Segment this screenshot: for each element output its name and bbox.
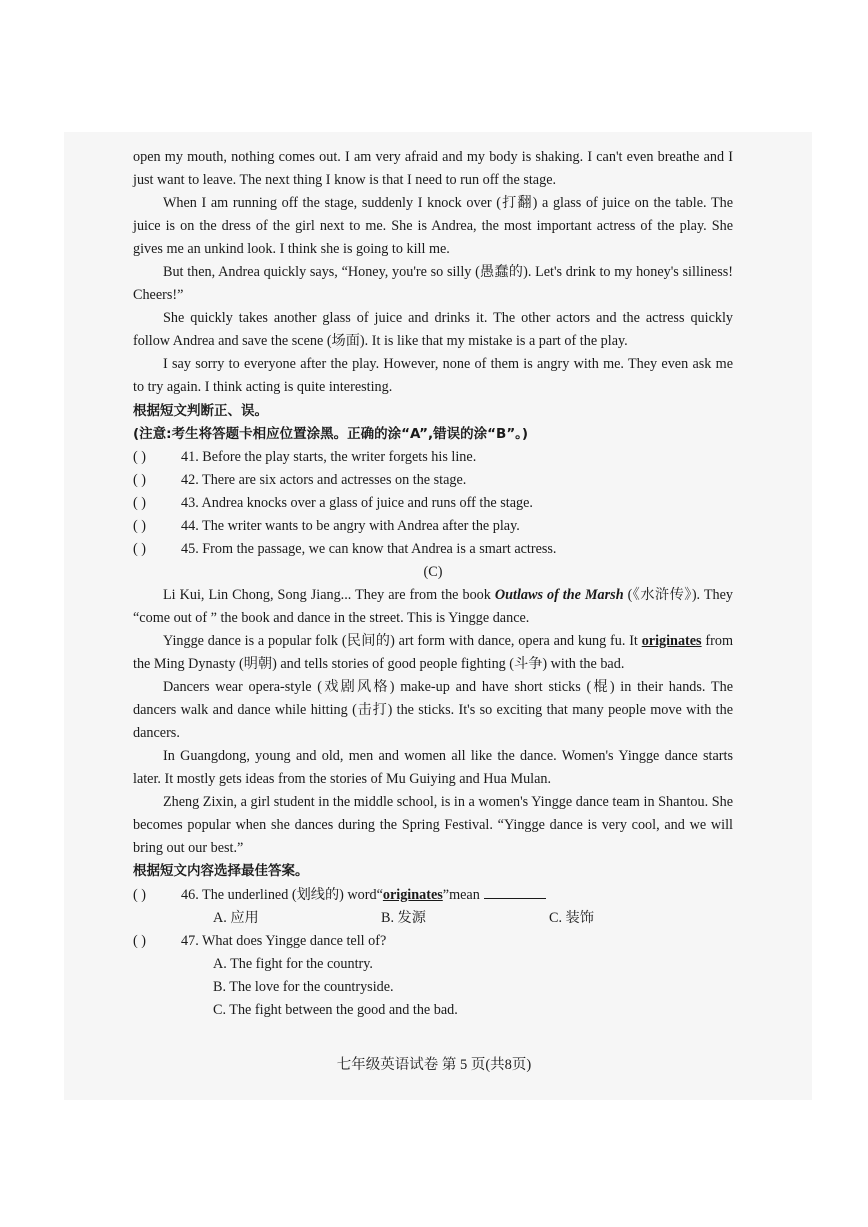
passage-c-paragraph: Dancers wear opera-style (戏剧风格) make-up and have short sticks (棍) in their hands. The dancers walk and dance while hitting (击打) the sticks. It's so exciting that many people move with the dancers. (133, 679, 733, 742)
answer-parentheses[interactable]: ( ) (133, 886, 146, 903)
text-fragment: Yingge dance is a popular folk (民间的) art form with dance, opera and kung fu. It (163, 632, 642, 649)
answer-parentheses[interactable]: ( ) (133, 471, 146, 488)
answer-blank[interactable] (484, 886, 546, 899)
page-footer: 七年级英语试卷 第 5 页(共8页) (336, 1057, 532, 1073)
question-text: 45. From the passage, we can know that Andrea is a smart actress. (181, 540, 557, 557)
passage-c-paragraph: Zheng Zixin, a girl student in the middle school, is in a women's Yingge dance team in Shantou. She becomes popular when she dances during the Spring Festival. “Yingge dance is very cool, and we will bring out our best.” (133, 794, 733, 857)
option-a[interactable]: A. The fight for the country. (213, 955, 373, 972)
text-fragment: from the Ming Dynasty (明朝) and tells stories of good people fighting (斗争) with the bad. (133, 632, 733, 673)
passage-b-paragraph: When I am running off the stage, suddenly I knock over (打翻) a glass of juice on the table. The juice is on the dress of the girl next to me. She is Andrea, the most important actress of the play. She gives me an unkind look. I think she is going to kill me. (133, 195, 733, 258)
text-fragment: 46. The underlined (划线的) word“ (181, 886, 383, 903)
question-43 (133, 492, 733, 515)
question-42 (133, 469, 733, 492)
answer-parentheses[interactable]: ( ) (133, 540, 146, 557)
text-fragment: ”mean (442, 886, 480, 903)
passage-b-paragraph: But then, Andrea quickly says, “Honey, you're so silly (愚蠢的). Let's drink to my honey's silliness! Cheers!” (133, 264, 733, 304)
option-b[interactable]: B. The love for the countryside. (213, 978, 394, 995)
question-44 (133, 515, 733, 538)
passage-c-paragraph: In Guangdong, young and old, men and women all like the dance. Women's Yingge dance starts later. It mostly gets ideas from the stories of Mu Guiying and Hua Mulan. (133, 748, 733, 788)
text-fragment: Li Kui, Lin Chong, Song Jiang... They are from the book (163, 586, 495, 603)
passage-c-heading: (C) (423, 563, 443, 580)
section-b-instruction: 根据短文判断正、误。 (133, 402, 268, 419)
question-46 (133, 884, 733, 907)
book-title: Outlaws of the Marsh (494, 586, 624, 603)
passage-b-paragraph: I say sorry to everyone after the play. However, none of them is angry with me. They even ask me to try again. I think acting is quite interesting. (133, 356, 733, 396)
exam-page-content (133, 146, 733, 1022)
option-c[interactable]: C. The fight between the good and the bad. (213, 1001, 458, 1018)
passage-b-paragraph: open my mouth, nothing comes out. I am very afraid and my body is shaking. I can't even breathe and I just want to leave. The next thing I know is that I need to run off the stage. (133, 149, 733, 189)
option-b[interactable]: B. 发源 (381, 909, 426, 926)
question-text: 41. Before the play starts, the writer forgets his line. (181, 448, 477, 465)
underlined-word: originates (641, 632, 702, 649)
question-41 (133, 446, 733, 469)
option-c[interactable]: C. 装饰 (549, 909, 594, 926)
answer-parentheses[interactable]: ( ) (133, 517, 146, 534)
answer-parentheses[interactable]: ( ) (133, 494, 146, 511)
passage-b-paragraph: She quickly takes another glass of juice and drinks it. The other actors and the actress quickly follow Andrea and save the scene (场面). It is like that my mistake is a part of the play. (133, 310, 733, 350)
question-47 (133, 930, 733, 953)
question-text (181, 884, 546, 907)
option-a[interactable]: A. 应用 (213, 909, 259, 926)
section-c-instruction: 根据短文内容选择最佳答案。 (133, 863, 309, 880)
passage-c-paragraph (133, 584, 733, 630)
passage-c-paragraph (133, 630, 733, 676)
question-text: 44. The writer wants to be angry with Andrea after the play. (181, 517, 520, 534)
question-text: 43. Andrea knocks over a glass of juice and runs off the stage. (181, 494, 533, 511)
answer-parentheses[interactable]: ( ) (133, 932, 146, 949)
question-text: 47. What does Yingge dance tell of? (181, 932, 387, 949)
answer-parentheses[interactable]: ( ) (133, 448, 146, 465)
section-b-note: (注意:考生将答题卡相应位置涂黑。正确的涂“A”,错误的涂“B”。) (133, 425, 529, 442)
question-46-options (133, 907, 733, 930)
text-fragment: (《水浒传》). They “come out of ” the book and dance in the street. This is Yingge dance. (133, 586, 733, 626)
question-45 (133, 538, 733, 561)
underlined-word: originates (382, 886, 443, 903)
question-text: 42. There are six actors and actresses on the stage. (181, 471, 467, 488)
